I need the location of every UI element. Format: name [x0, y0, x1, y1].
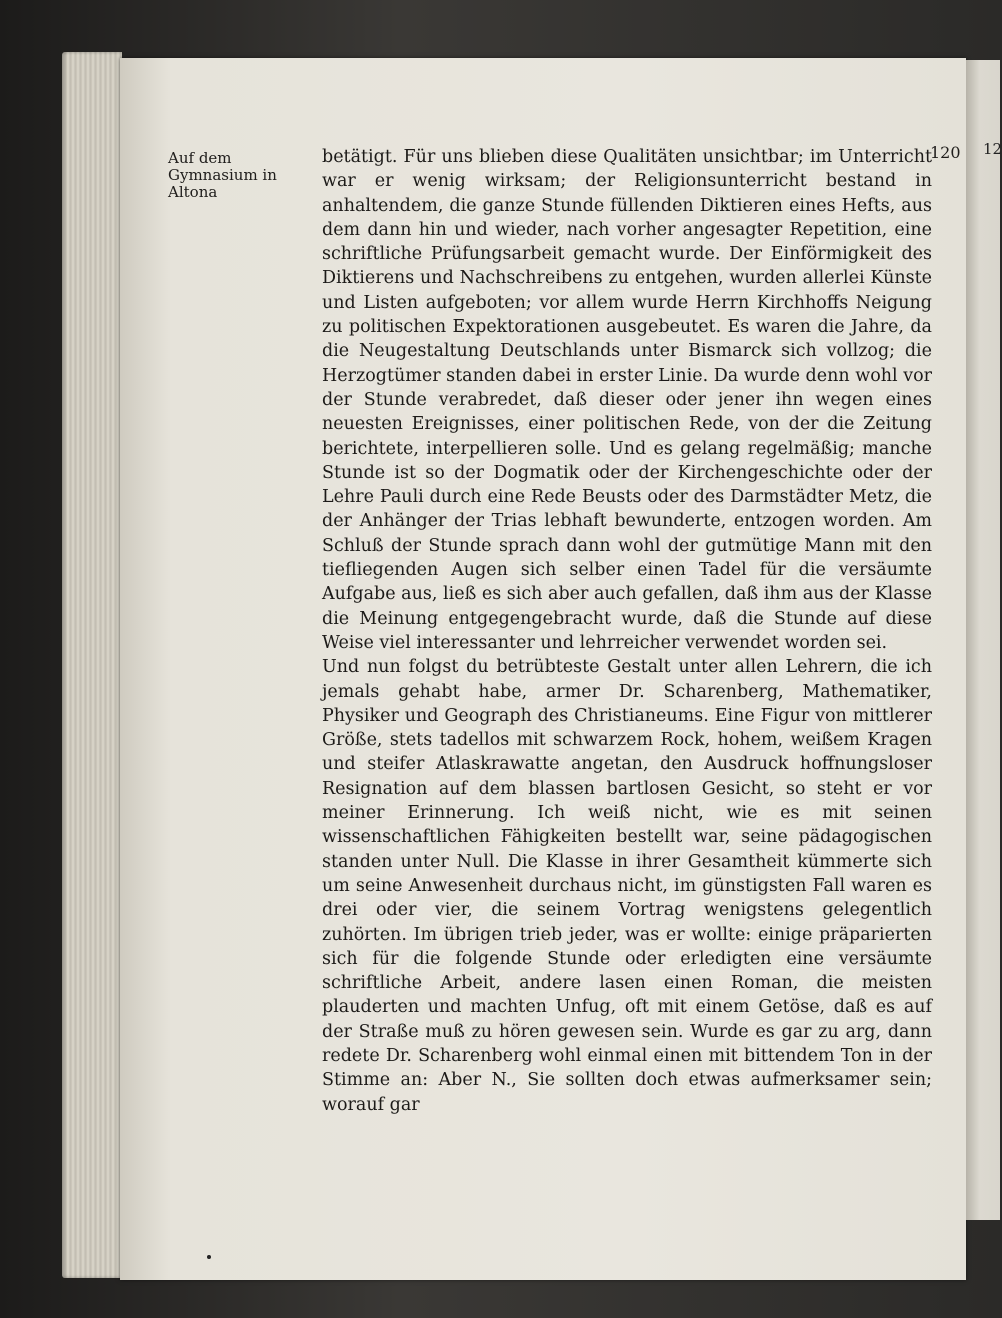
page-edges: [62, 52, 122, 1278]
paragraph-1: betätigt. Für uns blieben diese Qualitäten unsichtbar; im Unterricht war er wenig wirksam; der Religionsunterricht bestand in anhaltendem, die ganze Stunde füllenden Diktieren eines Hefts, aus dem dann hin und wieder, nach vorher angesagter Repetition, eine schriftliche Prüfungsarbeit gemacht wurde. Der Einförmigkeit des Diktierens und Nachschreibens zu entgehen, wurden allerlei Künste und Listen aufgeboten; vor allem wurde Herrn Kirchhoffs Neigung zu politischen Expektorationen ausgebeutet. Es waren die Jahre, da die Neugestaltung Deutschlands unter Bismarck sich vollzog; die Herzogtümer standen dabei in erster Linie. Da wurde denn wohl vor der Stunde verabredet, daß dieser oder jener ihn wegen eines neuesten Ereignisses, einer politischen Rede, von der die Zeitung berichtete, interpellieren solle. Und es gelang regelmäßig; manche Stunde ist so der Dogmatik oder der Kirchengeschichte oder der Lehre Pauli durch eine Rede Beusts oder des Darmstädter Metz, die der Anhänger der Trias lebhaft bewunderte, entzogen worden. Am Schluß der Stunde sprach dann wohl der gutmütige Mann mit den tiefliegenden Augen sich selber einen Tadel für die versäumte Aufgabe aus, ließ es sich aber auch gefallen, daß ihm aus der Klasse die Meinung entgegengebracht wurde, daß die Stunde auf diese Weise viel interessanter und lehrreicher verwendet worden sei.: [322, 147, 932, 653]
ink-dot: [207, 1255, 211, 1259]
page-number: 120: [930, 143, 961, 162]
margin-note: Auf dem Gymnasium in Altona: [168, 149, 277, 201]
body-text: [322, 145, 932, 1117]
next-page-number: 12: [983, 140, 1002, 158]
paragraph-2: Und nun folgst du betrübteste Gestalt unter allen Lehrern, die ich jemals gehabt habe, armer Dr. Scharenberg, Mathematiker, Physiker und Geograph des Christianeums. Eine Figur von mittlerer Größe, stets tadellos mit schwarzem Rock, hohem, weißem Kragen und steifer Atlaskrawatte angetan, den Ausdruck hoffnungsloser Resignation auf dem blassen bartlosen Gesicht, so steht er vor meiner Erinnerung. Ich weiß nicht, wie es mit seinen wissenschaftlichen Fähigkeiten bestellt war, seine pädagogischen standen unter Null. Die Klasse in ihrer Gesamtheit kümmerte sich um seine Anwesenheit durchaus nicht, im günstigsten Fall waren es drei oder vier, die seinem Vortrag wenigstens gelegentlich zuhörten. Im übrigen trieb jeder, was er wollte: einige präparierten sich für die folgende Stunde oder erledigten eine versäumte schriftliche Arbeit, andere lasen einen Roman, die meisten plauderten und machten Unfug, oft mit einem Getöse, daß es auf der Straße muß zu hören gewesen sein. Wurde es gar zu arg, dann redete Dr. Scharenberg wohl einmal einen mit bittendem Ton in der Stimme an: Aber N., Sie sollten doch etwas aufmerksamer sein; worauf gar: [322, 657, 932, 1115]
next-page-edge: [966, 60, 1000, 1220]
